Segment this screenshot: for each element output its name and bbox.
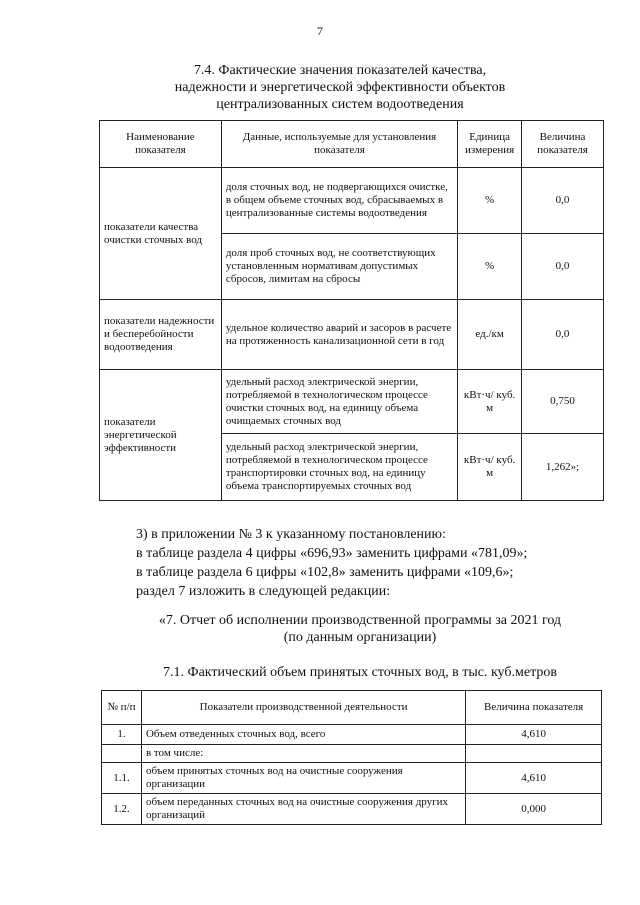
title-line: (по данным организации) — [283, 630, 437, 645]
section-7-1-title: 7.1. Фактический объем принятых сточных вод, в тыс. куб.метров — [163, 665, 557, 680]
row-name: в том числе: — [141, 745, 465, 763]
data-cell: удельное количество аварий и засоров в расчете на протяженность канализационной сети в год — [221, 300, 457, 370]
data-cell: удельный расход электрической энергии, потребляемой в технологическом процессе очистки сточных вод, на единицу объема очищаемых сточных вод — [221, 370, 457, 434]
unit-cell: % — [458, 168, 522, 234]
header-indicator: Показатели производственной деятельности — [141, 691, 465, 725]
row-num — [102, 745, 142, 763]
paragraph-line: 3) в приложении № 3 к указанному постановлению: — [136, 527, 446, 542]
title-line: надежности и энергетической эффективности объектов — [174, 80, 506, 95]
unit-cell: кВт·ч/ куб. м — [458, 434, 522, 501]
group-name: показатели энергетической эффективности — [100, 370, 222, 501]
data-cell: доля сточных вод, не подвергающихся очистке, в общем объеме сточных вод, сбрасываемых в централизованные системы водоотведения — [221, 168, 457, 234]
row-name: Объем отведенных сточных вод, всего — [141, 725, 465, 745]
paragraph-line: в таблице раздела 4 цифры «696,93» заменить цифрами «781,09»; — [136, 546, 528, 561]
title-line: «7. Отчет об исполнении производственной программы за 2021 год — [158, 613, 562, 628]
row-num: 1. — [102, 725, 142, 745]
section-7-4-title — [80, 62, 600, 113]
row-value: 4,610 — [466, 763, 602, 794]
row-name: объем переданных сточных вод на очистные сооружения других организаций — [141, 794, 465, 825]
value-cell: 0,0 — [522, 168, 604, 234]
row-value: 4,610 — [466, 725, 602, 745]
value-cell: 0,750 — [522, 370, 604, 434]
value-cell: 0,0 — [522, 234, 604, 300]
unit-cell: кВт·ч/ куб. м — [458, 370, 522, 434]
title-line: 7.4. Фактические значения показателей качества, — [193, 63, 487, 78]
data-cell: доля проб сточных вод, не соответствующих установленным нормативам допустимых сбросов, лимитам на сбросы — [221, 234, 457, 300]
header-value: Величина показателя — [466, 691, 602, 725]
unit-cell: % — [458, 234, 522, 300]
title-line: централизованных систем водоотведения — [216, 97, 464, 112]
header-value: Величина показателя — [522, 121, 604, 168]
paragraph-line: в таблице раздела 6 цифры «102,8» заменить цифрами «109,6»; — [136, 565, 514, 580]
page-number: 7 — [317, 24, 323, 38]
unit-cell: ед./км — [458, 300, 522, 370]
header-data: Данные, используемые для установления показателя — [221, 121, 457, 168]
wastewater-volume-table — [101, 690, 602, 825]
row-value — [466, 745, 602, 763]
row-num: 1.2. — [102, 794, 142, 825]
group-name: показатели надежности и бесперебойности водоотведения — [100, 300, 222, 370]
section-7-title — [100, 612, 620, 646]
quality-indicators-table — [99, 120, 604, 501]
header-name: Наименование показателя — [100, 121, 222, 168]
data-cell: удельный расход электрической энергии, потребляемой в технологическом процессе транспортировки сточных вод, на единицу объема транспортируемых сточных вод — [221, 434, 457, 501]
value-cell: 0,0 — [522, 300, 604, 370]
value-cell: 1,262»; — [522, 434, 604, 501]
paragraph-line: раздел 7 изложить в следующей редакции: — [136, 584, 391, 599]
row-name: объем принятых сточных вод на очистные сооружения организации — [141, 763, 465, 794]
group-name: показатели качества очистки сточных вод — [100, 168, 222, 300]
amendment-paragraphs — [136, 525, 527, 601]
row-num: 1.1. — [102, 763, 142, 794]
row-value: 0,000 — [466, 794, 602, 825]
header-unit: Единица измерения — [458, 121, 522, 168]
header-num: № п/п — [102, 691, 142, 725]
